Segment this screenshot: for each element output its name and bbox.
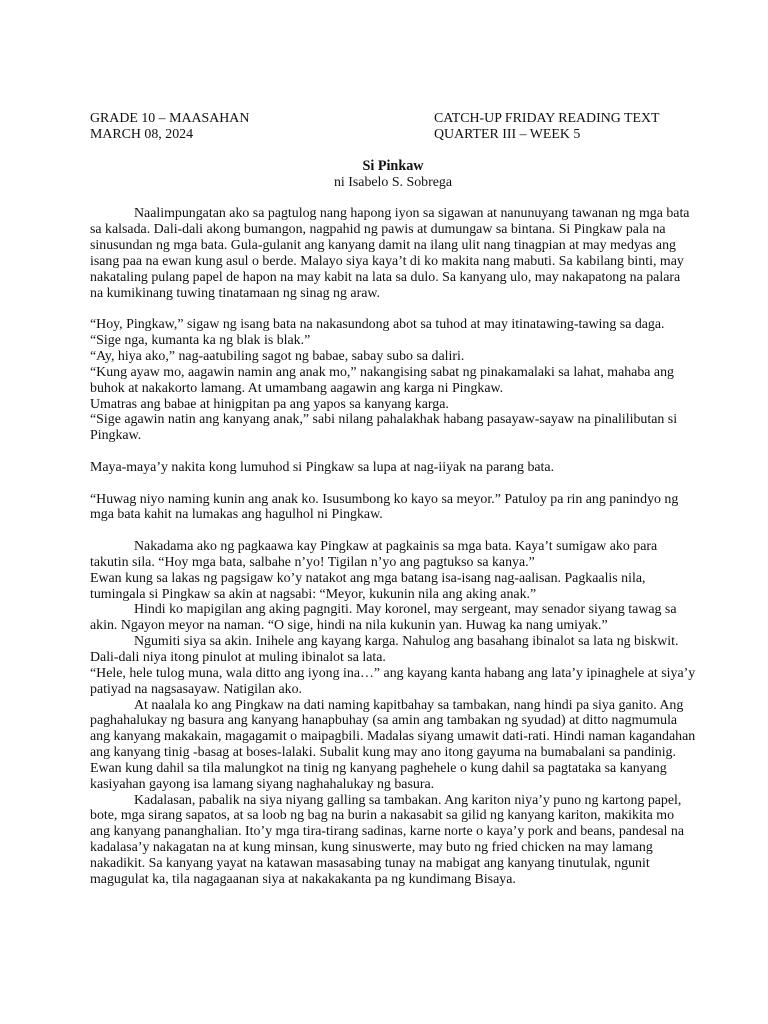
program-title: CATCH-UP FRIDAY READING TEXT <box>434 111 660 126</box>
paragraph: “Sige nga, kumanta ka ng blak is blak.” <box>90 333 311 349</box>
paragraph: “Hoy, Pingkaw,” sigaw ng isang bata na nakasundong abot sa tuhod at may itinatawing-tawing sa daga. <box>90 317 665 333</box>
paragraph: “Sige agawin natin ang kanyang anak,” sabi nilang pahalakhak habang pasayaw-sayaw na pinalilibutan si Pingkaw. <box>90 412 678 444</box>
header-left <box>90 111 249 143</box>
paragraph: “Hele, hele tulog muna, wala ditto ang iyong ina…” ang kayang kanta habang ang lata’y ipinaghele at siya’y patiyad na nagsasayaw. Natigilan ako. <box>90 665 696 697</box>
paragraph: At naalala ko ang Pingkaw na dati naming kapitbahay sa tambakan, nang hindi pa siya ganito. Ang paghahalukay ng basura ang kanyang hanapbuhay (sa amin ang tambakan ng syudad) at ditto nagmumula ang kanyang makakain, magagamit o maipagbili. Madalas siyang umawit dati-rati. Hindi naman kagandahan ang kanyang tinig -basag at boses-lalaki. Subalit kung may ano itong gayuma na bumabalani sa pandinig. Ewan kung dahil sa tila malungkot na tinig ng kanyang paghehele o kung dahil sa pagtataka sa kanyang kasiyahan gayong isa lamang siyang naghahalukay ng basura. <box>90 697 696 792</box>
story-title: Si Pinkaw <box>362 157 424 174</box>
date: MARCH 08, 2024 <box>90 126 194 142</box>
paragraph: Nakadama ako ng pagkaawa kay Pingkaw at pagkainis sa mga bata. Kaya’t sumigaw ako para takutin sila. “Hoy mga bata, salbahe n’yo! Tigilan n’yo ang pagtukso sa kanya.” <box>90 539 658 570</box>
story-body <box>90 206 696 887</box>
paragraph: Kadalasan, pabalik na siya niyang galling sa tambakan. Ang kariton niya’y puno ng kartong papel, bote, mga sirang sapatos, at sa loob ng bag na burin a nakasabit sa gilid ng kanyang kariton, makikita mo ang kanyang pananghalian. Ito’y mga tira-tirang sadinas, karne norte o kaya’y pork and beans, pandesal na kadalasa’y nakagatan na at kung minsan, kung sinuswerte, may buto ng fried chicken na may lamang nakadikit. Sa kanyang yayat na katawan masasabing tunay na mabigat ang kanyang tinutulak, ngunit magugulat ka, tila nagagaanan siya at nakakakanta pa ng kundimang Bisaya. <box>90 792 684 887</box>
header-right <box>434 111 696 143</box>
paragraph: Maya-maya’y nakita kong lumuhod si Pingkaw sa lupa at nag-iiyak na parang bata. <box>90 459 555 475</box>
paragraph: “Kung ayaw mo, aagawin namin ang anak mo,” nakangising sabat ng pinakamalaki sa lahat, mahaba ang buhok at nakakorto lamang. At umambang aagawin ang karga ni Pingkaw. <box>90 364 674 396</box>
title-block <box>90 159 696 191</box>
paragraph: Ewan kung sa lakas ng pagsigaw ko’y natakot ang mga batang isa-isang nag-aalisan. Pagkaalis nila, tumingala si Pingkaw sa akin at nagsabi: “Meyor, kukunin nila ang aking anak.” <box>90 570 646 602</box>
grade-section: GRADE 10 – MAASAHAN <box>90 111 250 126</box>
document-header <box>90 111 696 143</box>
paragraph: Umatras ang babae at hinigpitan pa ang yapos sa kanyang karga. <box>90 396 449 412</box>
paragraph: Ngumiti siya sa akin. Inihele ang kayang karga. Nahulog ang basahang ibinalot sa lata ng biskwit. Dali-dali niya itong pinulot at muling ibinalot sa lata. <box>90 634 679 665</box>
paragraph: “Ay, hiya ako,” nag-aatubiling sagot ng babae, sabay subo sa daliri. <box>90 348 465 364</box>
paragraph: “Huwag niyo naming kunin ang anak ko. Isusumbong ko kayo sa meyor.” Patuloy pa rin ang panindyo ng mga bata kahit na lumakas ang hagulhol ni Pingkaw. <box>90 491 679 523</box>
paragraph: Naalimpungatan ako sa pagtulog nang hapong iyon sa sigawan at nanunuyang tawanan ng mga bata sa kalsada. Dali-dali akong bumangon, nagpahid ng pawis at dumungaw sa bintana. Si Pingkaw pala na sinusundan ng mga bata. Gula-gulanit ang kanyang damit na ilang ulit nang tinagpian at may medyas ang isang paa na ewan kung asul o berde. Malayo siya kaya’t di ko makita nang mabuti. Sa kabilang binti, may nakataling pulang papel de hapon na may kabit na lata sa dulo. Sa kanyang ulo, may nakapatong na palara na kumikinang tuwing tinatamaan ng sinag ng araw. <box>90 206 690 301</box>
story-author: ni Isabelo S. Sobrega <box>333 174 453 190</box>
paragraph: Hindi ko mapigilan ang aking pagngiti. May koronel, may sergeant, may senador siyang tawag sa akin. Ngayon meyor na naman. “O sige, hindi na nila kukunin yan. Huwag ka nang umiyak.” <box>90 602 677 634</box>
quarter-week: QUARTER III – WEEK 5 <box>434 126 581 142</box>
